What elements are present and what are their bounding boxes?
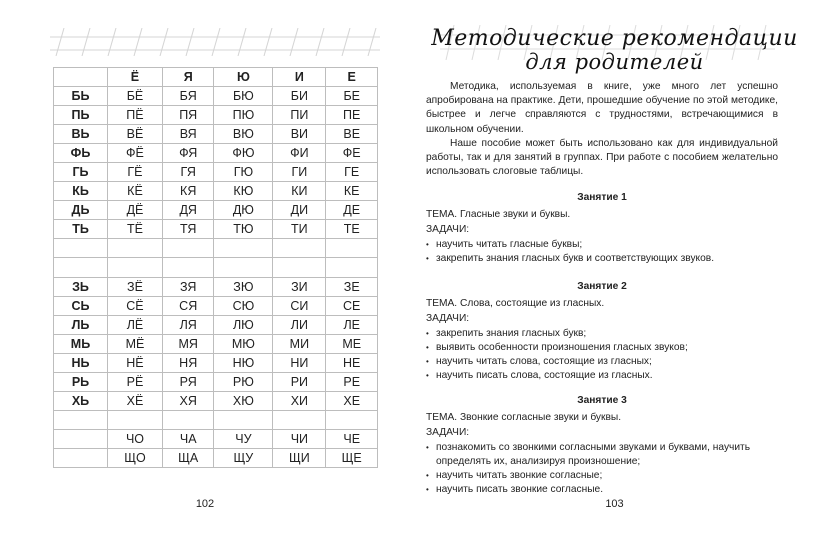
lesson-tasks-label: ЗАДАЧИ:: [426, 427, 470, 439]
table-row: [54, 353, 378, 372]
table-cell: ЛЮ: [214, 315, 273, 334]
row-label-cell: ВЬ: [54, 125, 108, 144]
intro-paragraph: Наше пособие может быть использовано как для индивидуальной работы, так и для занятий в группах. При работе с пособием желательно использовать слоговые таблицы.: [426, 137, 778, 178]
row-label-cell: [54, 410, 108, 429]
lesson-tasks-label: ЗАДАЧИ:: [426, 224, 470, 236]
table-cell: ТЯ: [162, 220, 214, 239]
table-row: [54, 315, 378, 334]
guide-stroke: [342, 28, 350, 56]
table-cell: ХЁ: [108, 391, 163, 410]
table-cell: ТЕ: [326, 220, 378, 239]
table-cell: [214, 239, 273, 258]
lesson-1: [426, 191, 778, 266]
table-cell: ЧУ: [214, 429, 273, 448]
guide-stroke: [134, 28, 142, 56]
table-cell: [162, 410, 214, 429]
table-cell: ЗЁ: [108, 277, 163, 296]
row-label-cell: ЗЬ: [54, 277, 108, 296]
table-cell: БЁ: [108, 87, 163, 106]
table-cell: ФЁ: [108, 144, 163, 163]
table-cell: КЁ: [108, 182, 163, 201]
table-cell: КИ: [273, 182, 326, 201]
table-cell: ЧИ: [273, 429, 326, 448]
table-cell: ЧА: [162, 429, 214, 448]
table-cell: ДЯ: [162, 201, 214, 220]
table-cell: ЛИ: [273, 315, 326, 334]
table-row: [54, 391, 378, 410]
table-cell: ЗЯ: [162, 277, 214, 296]
table-cell: ТЁ: [108, 220, 163, 239]
lesson-tasks-label: ЗАДАЧИ:: [426, 313, 470, 325]
table-cell: РЕ: [326, 372, 378, 391]
table-cell: [214, 258, 273, 277]
table-cell: [162, 239, 214, 258]
table-cell: ХЮ: [214, 391, 273, 410]
table-cell: ВЕ: [326, 125, 378, 144]
lesson-task: • научить писать слова, состоящие из гласных.: [426, 369, 778, 383]
table-header-row: [54, 68, 378, 87]
table-header-cell: И: [273, 68, 326, 87]
handwriting-guide-lines: [50, 28, 380, 56]
table-cell: МЯ: [162, 334, 214, 353]
row-label-cell: ДЬ: [54, 201, 108, 220]
table-cell: КЯ: [162, 182, 214, 201]
table-cell: ЗЮ: [214, 277, 273, 296]
row-label-cell: РЬ: [54, 372, 108, 391]
table-row: [54, 220, 378, 239]
table-cell: ФЕ: [326, 144, 378, 163]
table-cell: ГИ: [273, 163, 326, 182]
table-row: [54, 448, 378, 467]
table-cell: КЮ: [214, 182, 273, 201]
table-cell: ПИ: [273, 106, 326, 125]
table-cell: ВЯ: [162, 125, 214, 144]
table-row: [54, 258, 378, 277]
row-label-cell: ТЬ: [54, 220, 108, 239]
lesson-task: • закрепить знания гласных букв;: [426, 327, 778, 341]
table-cell: ХИ: [273, 391, 326, 410]
lesson-task: • научить читать гласные буквы;: [426, 238, 778, 252]
table-cell: ГЕ: [326, 163, 378, 182]
table-cell: [108, 258, 163, 277]
table-cell: СЯ: [162, 296, 214, 315]
table-cell: СИ: [273, 296, 326, 315]
table-cell: ВЮ: [214, 125, 273, 144]
table-cell: ТИ: [273, 220, 326, 239]
guide-stroke: [238, 28, 246, 56]
table-cell: ДЮ: [214, 201, 273, 220]
table-row: [54, 429, 378, 448]
table-cell: ЧЕ: [326, 429, 378, 448]
table-cell: РЁ: [108, 372, 163, 391]
guide-stroke: [212, 28, 220, 56]
table-cell: ФИ: [273, 144, 326, 163]
table-cell: РЯ: [162, 372, 214, 391]
row-label-cell: [54, 429, 108, 448]
guide-stroke: [108, 28, 116, 56]
table-cell: [326, 239, 378, 258]
table-cell: ЧО: [108, 429, 163, 448]
row-label-cell: ПЬ: [54, 106, 108, 125]
table-cell: РЮ: [214, 372, 273, 391]
table-cell: ПЁ: [108, 106, 163, 125]
table-cell: ЛЯ: [162, 315, 214, 334]
table-cell: СЕ: [326, 296, 378, 315]
table-header-cell: [54, 68, 108, 87]
table-cell: ПЯ: [162, 106, 214, 125]
table-cell: [326, 258, 378, 277]
table-cell: РИ: [273, 372, 326, 391]
table-cell: ДЁ: [108, 201, 163, 220]
table-cell: ХЯ: [162, 391, 214, 410]
table-cell: [326, 410, 378, 429]
row-label-cell: [54, 239, 108, 258]
lesson-heading: Занятие 1: [577, 192, 627, 203]
title-line-1: Методические рекомендации: [431, 26, 798, 51]
table-cell: [162, 258, 214, 277]
guide-stroke: [290, 28, 298, 56]
table-cell: [108, 410, 163, 429]
table-cell: НИ: [273, 353, 326, 372]
table-row: [54, 106, 378, 125]
table-row: [54, 182, 378, 201]
row-label-cell: ФЬ: [54, 144, 108, 163]
table-cell: ВЁ: [108, 125, 163, 144]
lesson-task-list: [426, 238, 778, 266]
lesson-task-list: [426, 327, 778, 384]
table-cell: СЮ: [214, 296, 273, 315]
lesson-theme: ТЕМА. Слова, состоящие из гласных.: [426, 298, 605, 310]
table-cell: НЮ: [214, 353, 273, 372]
table-cell: ФЯ: [162, 144, 214, 163]
row-label-cell: СЬ: [54, 296, 108, 315]
table-cell: ГЯ: [162, 163, 214, 182]
table-header-cell: Ю: [214, 68, 273, 87]
row-label-cell: МЬ: [54, 334, 108, 353]
row-label-cell: КЬ: [54, 182, 108, 201]
table-cell: ЗИ: [273, 277, 326, 296]
syllable-table: [53, 67, 378, 468]
table-cell: НЯ: [162, 353, 214, 372]
lesson-task: • научить писать звонкие согласные.: [426, 483, 778, 497]
table-row: [54, 239, 378, 258]
lesson-task: • выявить особенности произношения гласных звуков;: [426, 341, 778, 355]
table-cell: КЕ: [326, 182, 378, 201]
table-cell: МЕ: [326, 334, 378, 353]
table-cell: ЗЕ: [326, 277, 378, 296]
row-label-cell: ГЬ: [54, 163, 108, 182]
table-row: [54, 87, 378, 106]
table-cell: ПЮ: [214, 106, 273, 125]
table-cell: БЕ: [326, 87, 378, 106]
table-row: [54, 144, 378, 163]
intro-text: [426, 80, 778, 179]
row-label-cell: НЬ: [54, 353, 108, 372]
table-cell: ГЁ: [108, 163, 163, 182]
row-label-cell: [54, 448, 108, 467]
guide-stroke: [316, 28, 324, 56]
lesson-theme: ТЕМА. Звонкие согласные звуки и буквы.: [426, 412, 622, 424]
lesson-task: • закрепить знания гласных букв и соответствующих звуков.: [426, 252, 778, 266]
lesson-2: [426, 280, 778, 383]
lesson-theme: ТЕМА. Гласные звуки и буквы.: [426, 209, 571, 221]
table-header-cell: Ё: [108, 68, 163, 87]
lesson-task: • познакомить со звонкими согласными звуками и буквами, научить определять их, анализируя произношение;: [426, 441, 778, 469]
table-cell: [273, 258, 326, 277]
table-cell: ТЮ: [214, 220, 273, 239]
table-cell: СЁ: [108, 296, 163, 315]
row-label-cell: [54, 258, 108, 277]
table-cell: НЁ: [108, 353, 163, 372]
table-cell: ГЮ: [214, 163, 273, 182]
table-cell: [273, 239, 326, 258]
table-cell: БЮ: [214, 87, 273, 106]
table-cell: ЩО: [108, 448, 163, 467]
table-cell: ЩЕ: [326, 448, 378, 467]
title-line-2: для родителей: [525, 50, 704, 74]
table-row: [54, 201, 378, 220]
table-cell: ЛЕ: [326, 315, 378, 334]
table-row: [54, 125, 378, 144]
row-label-cell: ХЬ: [54, 391, 108, 410]
page-number: 102: [195, 498, 215, 510]
table-cell: МЁ: [108, 334, 163, 353]
table-cell: ЩИ: [273, 448, 326, 467]
table-cell: ФЮ: [214, 144, 273, 163]
table-cell: БЯ: [162, 87, 214, 106]
lesson-heading: Занятие 3: [577, 395, 627, 406]
table-header-cell: Е: [326, 68, 378, 87]
table-cell: ПЕ: [326, 106, 378, 125]
guide-stroke: [160, 28, 168, 56]
table-cell: ЛЁ: [108, 315, 163, 334]
intro-paragraph: Методика, используемая в книге, уже много лет успешно апробирована на практике. Дети, прошедшие обучение по этой методике, быстрее и легче справляются с трудностями, встречающимися в школьном обучении.: [426, 81, 778, 135]
row-label-cell: БЬ: [54, 87, 108, 106]
lesson-3: [426, 394, 778, 497]
table-row: [54, 372, 378, 391]
table-cell: [273, 410, 326, 429]
table-cell: МИ: [273, 334, 326, 353]
guide-stroke: [82, 28, 90, 56]
table-cell: НЕ: [326, 353, 378, 372]
guide-stroke: [264, 28, 272, 56]
table-cell: [108, 239, 163, 258]
guide-stroke: [368, 28, 376, 56]
table-cell: ЩА: [162, 448, 214, 467]
table-row: [54, 296, 378, 315]
page-number: 103: [605, 498, 624, 510]
row-label-cell: ЛЬ: [54, 315, 108, 334]
right-page: [410, 0, 819, 537]
table-cell: [214, 410, 273, 429]
table-cell: ЩУ: [214, 448, 273, 467]
table-row: [54, 277, 378, 296]
table-row: [54, 410, 378, 429]
lesson-task: • научить читать слова, состоящие из гласных;: [426, 355, 778, 369]
table-row: [54, 334, 378, 353]
table-cell: ДИ: [273, 201, 326, 220]
table-cell: ДЕ: [326, 201, 378, 220]
guide-stroke: [186, 28, 194, 56]
lesson-task: • научить читать звонкие согласные;: [426, 469, 778, 483]
table-cell: ХЕ: [326, 391, 378, 410]
table-cell: ВИ: [273, 125, 326, 144]
lesson-heading: Занятие 2: [577, 281, 627, 292]
table-header-cell: Я: [162, 68, 214, 87]
guide-stroke: [56, 28, 64, 56]
table-cell: МЮ: [214, 334, 273, 353]
table-row: [54, 163, 378, 182]
table-cell: БИ: [273, 87, 326, 106]
lesson-task-list: [426, 441, 778, 498]
